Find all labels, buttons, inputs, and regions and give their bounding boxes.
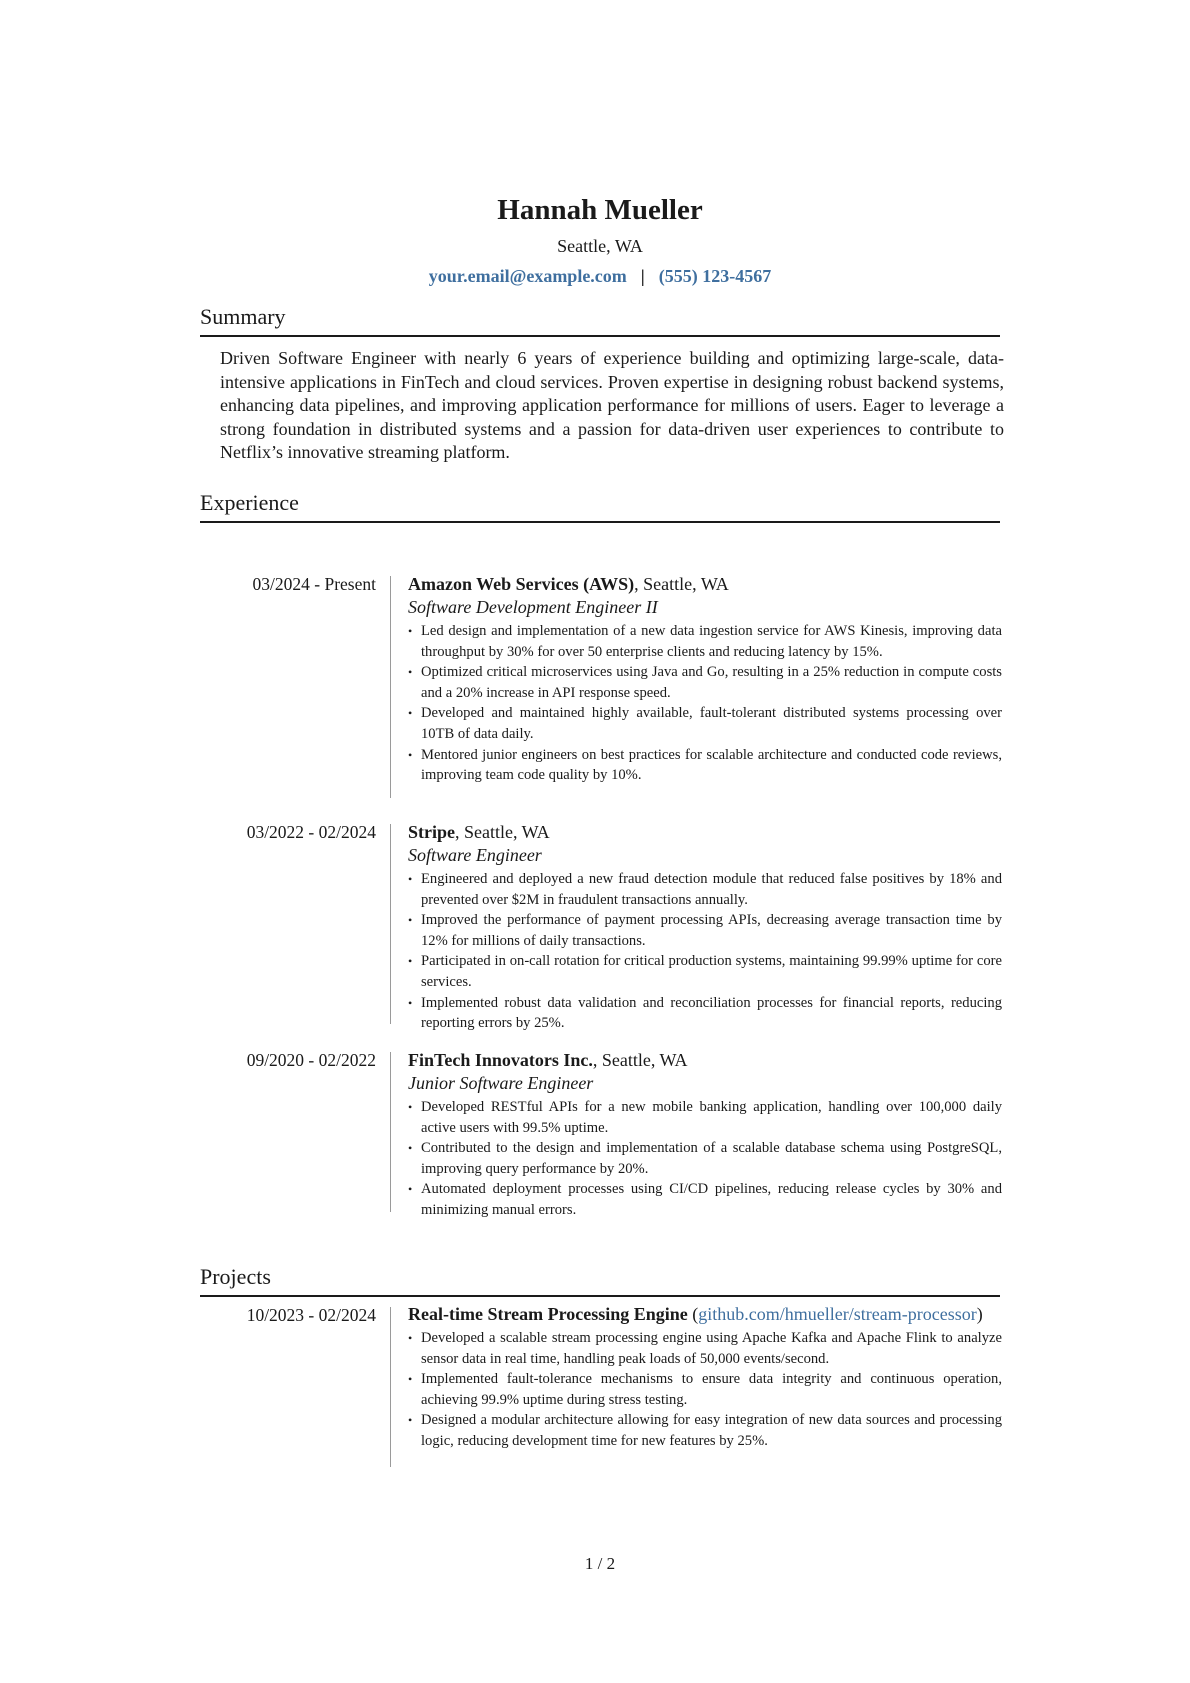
candidate-location: Seattle, WA [557,236,643,256]
list-item: • Participated in on-call rotation for critical production systems, maintaining 99.99% uptime for core services. [408,951,1002,992]
contact-line [200,263,1000,289]
company-name: FinTech Innovators Inc. [408,1050,593,1070]
company-location: , Seattle, WA [592,1050,688,1070]
project-title-line [408,1303,1002,1326]
entry-org-line [408,820,1002,844]
entry-org-line [408,572,1002,596]
list-item: • Contributed to the design and implementation of a scalable database schema using PostgreSQL, improving query performance by 20%. [408,1138,1002,1179]
projects-heading: Projects [200,1264,271,1289]
entry-body [408,1303,1002,1452]
list-item: • Developed and maintained highly available, fault-tolerant distributed systems processing over 10TB of data daily. [408,703,1002,744]
contact-separator: | [640,266,645,286]
timeline-line [390,576,391,798]
job-title: Junior Software Engineer [408,1073,594,1093]
resume-page [200,0,1004,1683]
close-paren: ) [976,1304,983,1324]
company-name: Amazon Web Services (AWS) [408,574,635,594]
entry-dates: 09/2020 - 02/2022 [246,1050,376,1070]
list-item: • Automated deployment processes using CI/CD pipelines, reducing release cycles by 30% and minimizing manual errors. [408,1179,1002,1220]
list-item: • Developed RESTful APIs for a new mobile banking application, handling over 100,000 daily active users with 99.5% uptime. [408,1097,1002,1138]
entry-dates: 03/2022 - 02/2024 [246,822,376,842]
achievement-list [408,1097,1002,1221]
company-location: , Seattle, WA [455,822,550,842]
project-name: Real-time Stream Processing Engine [408,1304,688,1324]
timeline-line [390,1307,391,1467]
achievement-list [408,1328,1002,1452]
list-item: • Developed a scalable stream processing engine using Apache Kafka and Apache Flink to analyze sensor data in real time, handling peak loads of 50,000 events/second. [408,1328,1002,1369]
section-divider [200,335,1000,337]
list-item: • Implemented fault-tolerance mechanisms to ensure data integrity and continuous operation, achieving 99.9% uptime during stress testing. [408,1369,1002,1410]
list-item: • Led design and implementation of a new data ingestion service for AWS Kinesis, improving data throughput by 30% for over 50 enterprise clients and reducing latency by 15%. [408,621,1002,662]
entry-dates: 10/2023 - 02/2024 [246,1305,376,1325]
summary-text: Driven Software Engineer with nearly 6 years of experience building and optimizing large-scale, data-intensive applications in FinTech and cloud services. Proven expertise in designing robust backend systems, enhancing data pipelines, and improving application performance for millions of users. Eager to leverage a strong foundation in distributed systems and a passion for data-driven user experiences to contribute to Netflix’s innovative streaming platform. [220,348,1004,462]
entry-dates: 03/2024 - Present [252,574,376,594]
entry-body [408,820,1002,1034]
experience-section [200,488,1000,523]
company-location: , Seattle, WA [634,574,729,594]
list-item: • Engineered and deployed a new fraud detection module that reduced false positives by 18% and prevented over $2M in fraudulent transactions annually. [408,869,1002,910]
list-item: • Designed a modular architecture allowing for easy integration of new data sources and processing logic, reducing development time for new features by 25%. [408,1410,1002,1451]
summary-heading: Summary [200,304,286,329]
email-link[interactable]: your.email@example.com [428,266,627,286]
section-divider [200,1295,1000,1297]
experience-heading: Experience [200,490,299,515]
job-title: Software Development Engineer II [408,597,658,617]
section-divider [200,521,1000,523]
list-item: • Implemented robust data validation and reconciliation processes for financial reports, reducing reporting errors by 25%. [408,993,1002,1034]
timeline-line [390,824,391,1024]
summary-section [200,302,1004,465]
list-item: • Optimized critical microservices using Java and Go, resulting in a 25% reduction in compute costs and a 20% increase in API response speed. [408,662,1002,703]
entry-body [408,572,1002,786]
project-link[interactable]: github.com/hmueller/stream-processor [698,1304,977,1324]
list-item: • Improved the performance of payment processing APIs, decreasing average transaction time by 12% for millions of daily transactions. [408,910,1002,951]
job-title: Software Engineer [408,845,542,865]
phone-link[interactable]: (555) 123-4567 [658,266,772,286]
achievement-list [408,869,1002,1034]
projects-section [200,1262,1000,1297]
entry-body [408,1048,1002,1221]
candidate-name: Hannah Mueller [497,194,703,226]
page-number: 1 / 2 [584,1554,616,1573]
timeline-line [390,1052,391,1212]
achievement-list [408,621,1002,786]
open-paren: ( [687,1304,699,1324]
entry-org-line [408,1048,1002,1072]
resume-header [200,190,1000,289]
list-item: • Mentored junior engineers on best practices for scalable architecture and conducted code reviews, improving team code quality by 10%. [408,745,1002,786]
company-name: Stripe [408,822,455,842]
